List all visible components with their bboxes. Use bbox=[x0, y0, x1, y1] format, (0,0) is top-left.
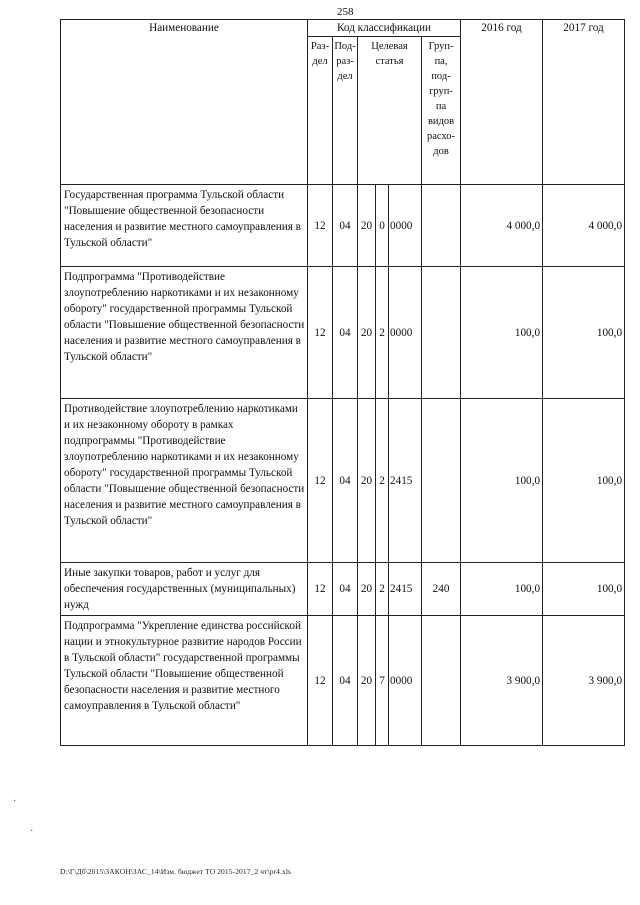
row-section: 12 bbox=[308, 185, 333, 267]
row-expense-group bbox=[422, 616, 461, 746]
row-program: 20 bbox=[358, 616, 376, 746]
row-year-2017: 3 900,0 bbox=[543, 616, 625, 746]
row-direction: 2415 bbox=[389, 399, 422, 563]
row-subprogram: 7 bbox=[376, 616, 389, 746]
row-program: 20 bbox=[358, 563, 376, 616]
table-row bbox=[61, 399, 625, 563]
row-year-2017: 100,0 bbox=[543, 267, 625, 399]
budget-table bbox=[60, 19, 625, 746]
row-name: Противодействие злоупотреблению наркотиками и их незаконному обороту в рамках подпрограммы "Противодействие злоупотреблению наркотиками и их незаконному обороту" государственной программы Тульской области "Повышение общественной безопасности населения и развитие местного самоуправления в Тульской области" bbox=[61, 399, 308, 563]
row-name: Иные закупки товаров, работ и услуг для обеспечения государственных (муниципальных) нужд bbox=[61, 563, 308, 616]
header-expense-group: Груп- па, под- груп- па видов расхо- дов bbox=[422, 37, 461, 185]
row-subprogram: 2 bbox=[376, 267, 389, 399]
row-year-2017: 4 000,0 bbox=[543, 185, 625, 267]
header-year-2016: 2016 год bbox=[461, 20, 543, 185]
file-path-footer: D:\Г\Дб\2015\ЗАКОН\ЗАС_14\Изм. бюджет ТО 2015-2017_2 чт\pr4.xls bbox=[60, 867, 292, 876]
row-subsection: 04 bbox=[333, 267, 358, 399]
table-row bbox=[61, 616, 625, 746]
row-section: 12 bbox=[308, 616, 333, 746]
scan-speck: · bbox=[30, 826, 34, 837]
row-direction: 2415 bbox=[389, 563, 422, 616]
header-name: Наименование bbox=[61, 20, 308, 185]
header-target-item: Целевая статья bbox=[358, 37, 422, 185]
row-subsection: 04 bbox=[333, 616, 358, 746]
row-year-2016: 3 900,0 bbox=[461, 616, 543, 746]
scan-speck: · bbox=[13, 796, 17, 807]
header-section: Раз- дел bbox=[308, 37, 333, 185]
row-name: Подпрограмма "Противодействие злоупотреблению наркотиками и их незаконному обороту" государственной программы Тульской области "Повышение общественной безопасности населения и развитие местного самоуправления в Тульской области" bbox=[61, 267, 308, 399]
row-direction: 0000 bbox=[389, 185, 422, 267]
row-name: Государственная программа Тульской области "Повышение общественной безопасности населения и развитие местного самоуправления в Тульской области" bbox=[61, 185, 308, 267]
table-row bbox=[61, 267, 625, 399]
table-row bbox=[61, 185, 625, 267]
row-expense-group bbox=[422, 399, 461, 563]
table-row bbox=[61, 563, 625, 616]
row-section: 12 bbox=[308, 267, 333, 399]
row-direction: 0000 bbox=[389, 267, 422, 399]
row-subsection: 04 bbox=[333, 563, 358, 616]
row-name: Подпрограмма "Укрепление единства российской нации и этнокультурное развитие народов России в Тульской области" государственной программы Тульской области "Повышение общественной безопасности населения и развитие местного самоуправления в Тульской области" bbox=[61, 616, 308, 746]
page-number: 258 bbox=[337, 6, 354, 18]
row-section: 12 bbox=[308, 563, 333, 616]
row-program: 20 bbox=[358, 185, 376, 267]
row-expense-group bbox=[422, 267, 461, 399]
header-subsection: Под- раз- дел bbox=[333, 37, 358, 185]
row-year-2017: 100,0 bbox=[543, 563, 625, 616]
row-section: 12 bbox=[308, 399, 333, 563]
row-program: 20 bbox=[358, 399, 376, 563]
header-row-top bbox=[61, 20, 625, 37]
row-year-2016: 100,0 bbox=[461, 399, 543, 563]
row-year-2016: 100,0 bbox=[461, 563, 543, 616]
row-direction: 0000 bbox=[389, 616, 422, 746]
header-year-2017: 2017 год bbox=[543, 20, 625, 185]
row-subprogram: 0 bbox=[376, 185, 389, 267]
row-expense-group: 240 bbox=[422, 563, 461, 616]
header-classification: Код классификации bbox=[308, 20, 461, 37]
row-subsection: 04 bbox=[333, 185, 358, 267]
row-subprogram: 2 bbox=[376, 399, 389, 563]
row-expense-group bbox=[422, 185, 461, 267]
row-year-2016: 100,0 bbox=[461, 267, 543, 399]
row-subsection: 04 bbox=[333, 399, 358, 563]
row-subprogram: 2 bbox=[376, 563, 389, 616]
row-program: 20 bbox=[358, 267, 376, 399]
row-year-2017: 100,0 bbox=[543, 399, 625, 563]
row-year-2016: 4 000,0 bbox=[461, 185, 543, 267]
